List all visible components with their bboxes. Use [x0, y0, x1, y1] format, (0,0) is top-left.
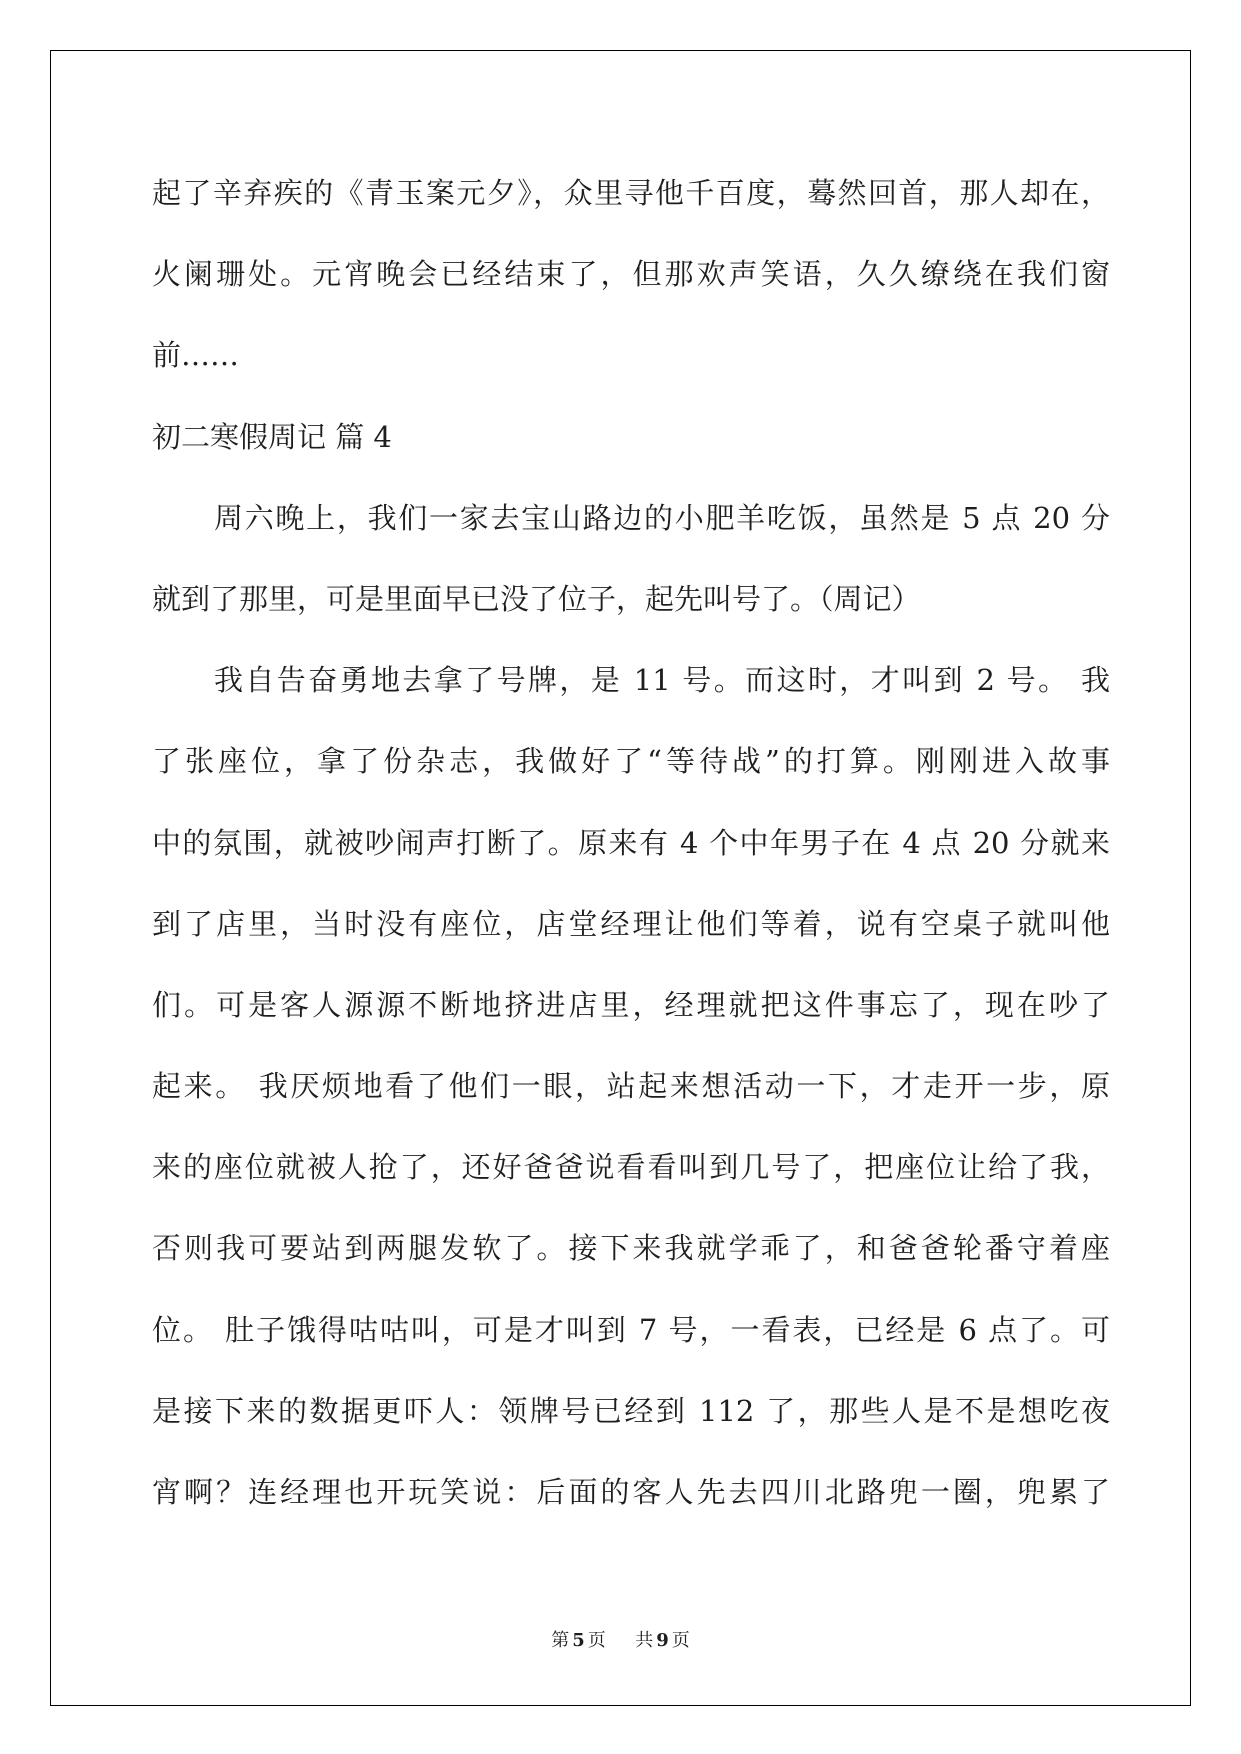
section-heading: 初二寒假周记 篇 4 — [152, 419, 392, 454]
text-line: 到了店里，当时没有座位，店堂经理让他们等着，说有空桌子就叫他 — [152, 906, 1110, 941]
text-line: 中的氛围，就被吵闹声打断了。原来有 4 个中年男子在 4 点 20 分就来 — [152, 825, 1110, 860]
text-line: 就到了那里，可是里面早已没了位子，起先叫号了。（周记） — [152, 581, 921, 616]
total-suffix: 页 — [671, 1630, 690, 1651]
total-prefix: 共 — [635, 1630, 654, 1651]
text-line: 否则我可要站到两腿发软了。接下来我就学乖了，和爸爸轮番守着座 — [152, 1231, 1110, 1266]
text-line: 我自告奋勇地去拿了号牌，是 11 号。而这时，才叫到 2 号。 我 — [214, 663, 1110, 698]
text-line: 周六晚上，我们一家去宝山路边的小肥羊吃饭，虽然是 5 点 20 分 — [214, 500, 1110, 535]
page-number-label — [551, 1630, 611, 1651]
current-page-number: 5 — [572, 1630, 585, 1651]
text-line: 火阑珊处。元宵晚会已经结束了，但那欢声笑语，久久缭绕在我们窗 — [152, 257, 1110, 292]
text-line: 起来。 我厌烦地看了他们一眼，站起来想活动一下，才走开一步，原 — [152, 1069, 1110, 1104]
document-body — [152, 153, 1110, 1533]
text-line: 来的座位就被人抢了，还好爸爸说看看叫到几号了，把座位让给了我， — [152, 1150, 1110, 1185]
text-line: 了张座位，拿了份杂志，我做好了“等待战”的打算。刚刚进入故事 — [152, 744, 1110, 779]
text-line: 位。 肚子饿得咕咕叫，可是才叫到 7 号，一看表，已经是 6 点了。可 — [152, 1312, 1110, 1347]
page-suffix: 页 — [587, 1630, 606, 1651]
total-pages-label — [635, 1630, 690, 1651]
page-footer — [0, 1626, 1241, 1656]
text-line: 们。可是客人源源不断地挤进店里，经理就把这件事忘了，现在吵了 — [152, 987, 1110, 1022]
text-line: 宵啊？连经理也开玩笑说：后面的客人先去四川北路兜一圈，兜累了 — [152, 1475, 1110, 1509]
text-line: 前…… — [152, 338, 240, 373]
page-prefix: 第 — [551, 1630, 570, 1651]
text-line: 是接下来的数据更吓人：领牌号已经到 112 了，那些人是不是想吃夜 — [152, 1393, 1110, 1428]
total-page-count: 9 — [656, 1630, 669, 1651]
text-line: 起了辛弃疾的《青玉案元夕》，众里寻他千百度，蓦然回首，那人却在， — [152, 176, 1110, 210]
